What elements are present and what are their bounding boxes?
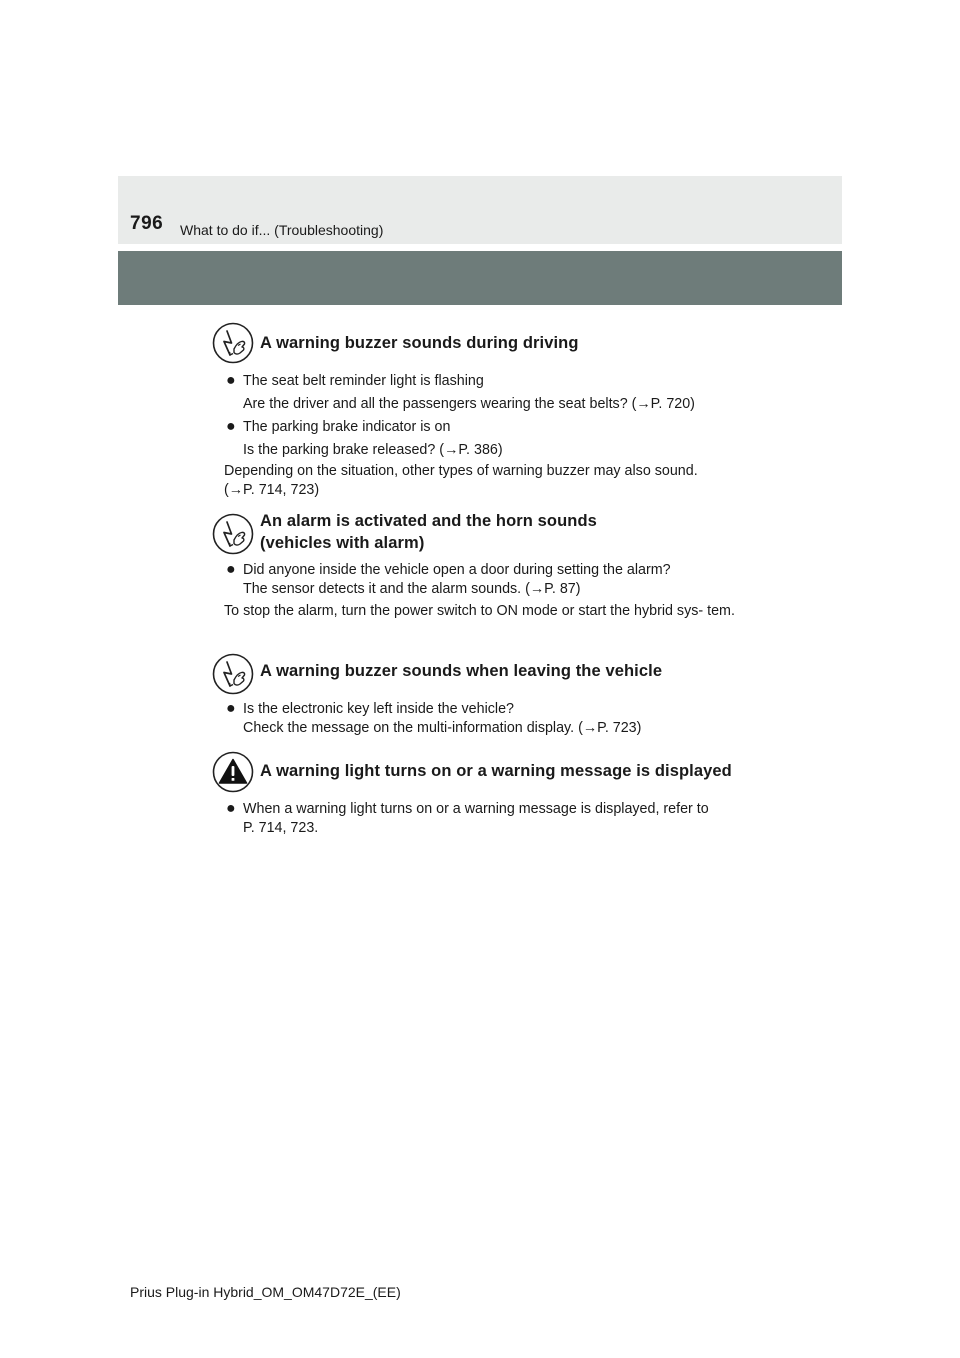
bullet-subtext: Are the driver and all the passengers wearing the seat belts? (→P. 720) [243,396,695,412]
document-footer: Prius Plug-in Hybrid_OM_OM47D72E_(EE) [130,1284,401,1300]
section-banner [118,251,842,305]
page-number: 796 [130,213,164,234]
warning-triangle-icon [212,751,254,793]
bullet-icon: ● [226,700,236,717]
section-heading: A warning light turns on or a warning message is displayed [260,762,732,780]
note-text: To stop the alarm, turn the power switch to ON mode or start the hybrid sys- tem. [224,603,735,619]
bullet-text: The parking brake indicator is on [243,419,451,435]
bullet-icon: ● [226,418,236,435]
caution-hand-icon [212,513,254,555]
note-text: Depending on the situation, other types of warning buzzer may also sound. [224,463,698,479]
caution-hand-icon [212,653,254,695]
bullet-icon: ● [226,372,236,389]
bullet-subtext: The sensor detects it and the alarm sounds. (→P. 87) [243,581,581,597]
bullet-text: Did anyone inside the vehicle open a door during setting the alarm? [243,562,671,578]
bullet-subtext: Is the parking brake released? (→P. 386) [243,442,503,458]
bullet-icon: ● [226,561,236,578]
chapter-title: What to do if... (Troubleshooting) [180,222,384,238]
bullet-text: The seat belt reminder light is flashing [243,373,484,389]
bullet-text: When a warning light turns on or a warning message is displayed, refer to [243,801,709,817]
bullet-text: Is the electronic key left inside the vehicle? [243,701,514,717]
bullet-icon: ● [226,800,236,817]
section-heading: An alarm is activated and the horn sounds [260,512,597,530]
caution-hand-icon [212,322,254,364]
bullet-subtext: P. 714, 723. [243,820,319,836]
bullet-subtext: Check the message on the multi-information display. (→P. 723) [243,720,642,736]
note-text: (→P. 714, 723) [224,482,320,498]
section-heading: A warning buzzer sounds when leaving the vehicle [260,662,663,680]
section-heading: (vehicles with alarm) [260,534,425,552]
section-heading: A warning buzzer sounds during driving [260,334,579,352]
